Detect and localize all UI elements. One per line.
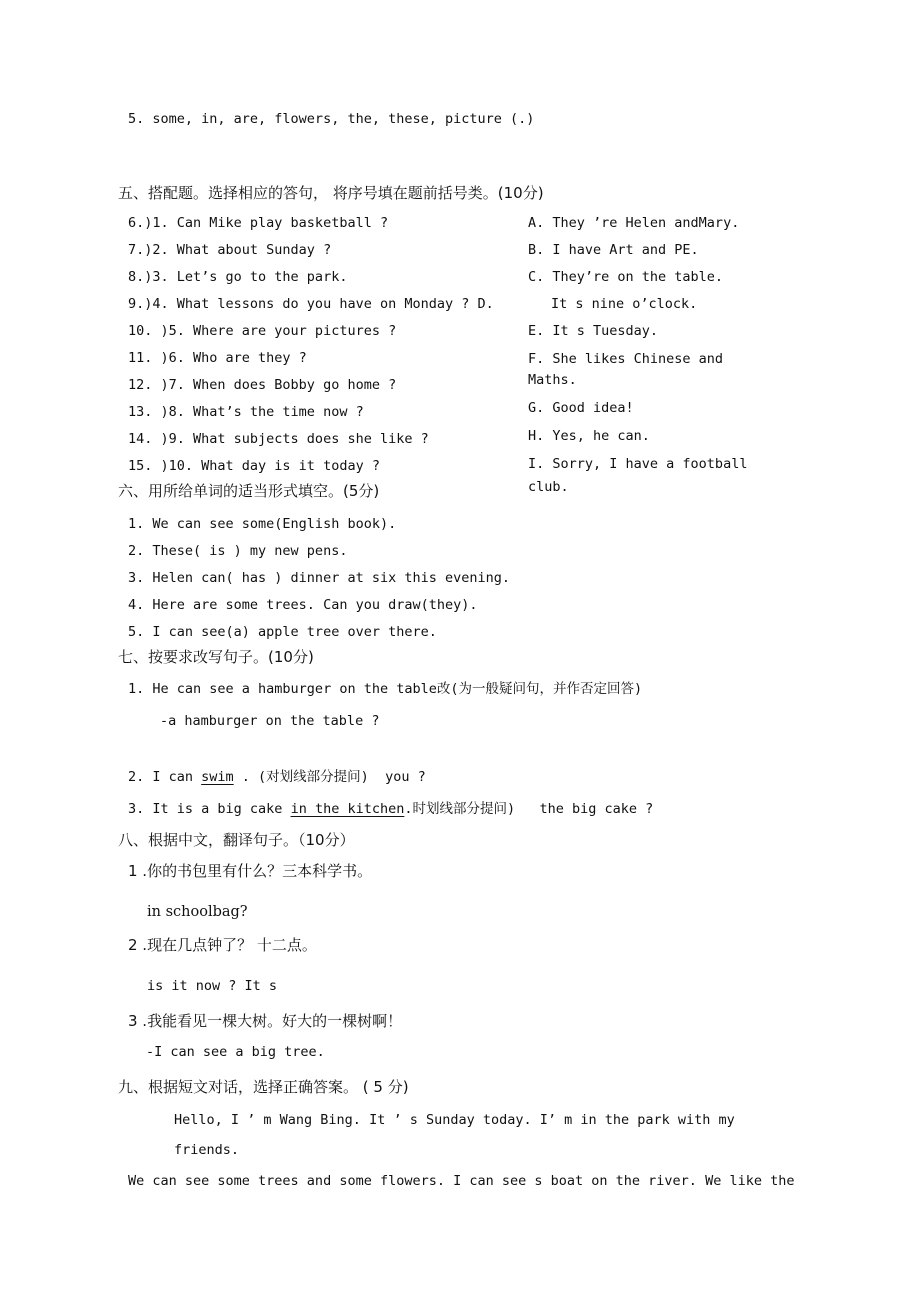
section6-heading: 六、用所给单词的适当形式填空。(5分) — [118, 482, 380, 500]
match-question-2: 7.)2. What about Sunday ? — [128, 242, 332, 258]
rewrite-question-1: 1. He can see a hamburger on the table改(为一般疑问句，并作否定回答) — [128, 681, 643, 697]
translate-question-2: 2 .现在几点钟了？ 十二点。 — [128, 936, 317, 954]
underlined-word: swim — [201, 769, 234, 785]
answer-i-cont: club. — [528, 479, 569, 495]
match-question-8: 13. )8. What’s the time now ? — [128, 404, 364, 420]
rewrite-question-3: 3. It is a big cake in the kitchen.时划线部分提问) the big cake ? — [128, 801, 654, 817]
fill-item-3: 3. Helen can( has ) dinner at six this evening. — [128, 570, 511, 586]
match-question-1: 6.)1. Can Mike play basketball ? — [128, 215, 389, 231]
rewrite-question-2: 2. I can swim . (对划线部分提问) you ? — [128, 769, 426, 785]
answer-c: C. They’re on the table. — [528, 269, 724, 285]
answer-h: H. Yes, he can. — [528, 428, 650, 444]
translate-answer-3: -I can see a big tree. — [146, 1044, 325, 1060]
match-question-7: 12. )7. When does Bobby go home ? — [128, 377, 397, 393]
passage-line-3: We can see some trees and some flowers. I can see s boat on the river. We like the — [128, 1173, 795, 1189]
answer-g: G. Good idea! — [528, 400, 634, 416]
translate-answer-2: is it now ? It s — [147, 978, 278, 994]
answer-e: E. It s Tuesday. — [528, 323, 659, 339]
rewrite-answer-1: -a hamburger on the table ? — [160, 713, 380, 729]
section9-heading: 九、根据短文对话，选择正确答案。 ( 5 分) — [118, 1078, 409, 1096]
match-question-10: 15. )10. What day is it today ? — [128, 458, 380, 474]
section7-heading: 七、按要求改写句子。(10分) — [118, 648, 314, 666]
translate-question-3: 3 .我能看见一棵大树。好大的一棵树啊！ — [128, 1012, 403, 1030]
fill-item-2: 2. These( is ) my new pens. — [128, 543, 348, 559]
q4-item-5: 5. some, in, are, flowers, the, these, picture (.) — [128, 111, 535, 127]
match-question-4: 9.)4. What lessons do you have on Monday ? D. — [128, 296, 494, 312]
match-question-6: 11. )6. Who are they ? — [128, 350, 307, 366]
answer-f-cont: Maths. — [528, 372, 577, 388]
match-question-5: 10. )5. Where are your pictures ? — [128, 323, 397, 339]
translate-answer-1: in schoolbag? — [147, 904, 248, 920]
section5-heading: 五、搭配题。选择相应的答句， 将序号填在题前括号类。(10分) — [118, 184, 544, 202]
answer-d: It s nine o’clock. — [551, 296, 698, 312]
translate-question-1: 1 .你的书包里有什么？三本科学书。 — [128, 862, 373, 880]
answer-i: I. Sorry, I have a football — [528, 456, 748, 472]
match-question-3: 8.)3. Let’s go to the park. — [128, 269, 348, 285]
fill-item-5: 5. I can see(a) apple tree over there. — [128, 624, 437, 640]
section8-heading: 八、根据中文，翻译句子。（10分） — [118, 831, 355, 849]
passage-line-1: Hello, I ’ m Wang Bing. It ’ s Sunday today. I’ m in the park with my — [174, 1112, 735, 1128]
passage-line-2: friends. — [174, 1142, 240, 1158]
match-question-9: 14. )9. What subjects does she like ? — [128, 431, 429, 447]
underlined-phrase: in the kitchen — [290, 801, 405, 817]
answer-f: F. She likes Chinese and — [528, 351, 724, 367]
fill-item-1: 1. We can see some(English book). — [128, 516, 397, 532]
answer-b: B. I have Art and PE. — [528, 242, 699, 258]
fill-item-4: 4. Here are some trees. Can you draw(they). — [128, 597, 478, 613]
answer-a: A. They ’re Helen andMary. — [528, 215, 740, 231]
